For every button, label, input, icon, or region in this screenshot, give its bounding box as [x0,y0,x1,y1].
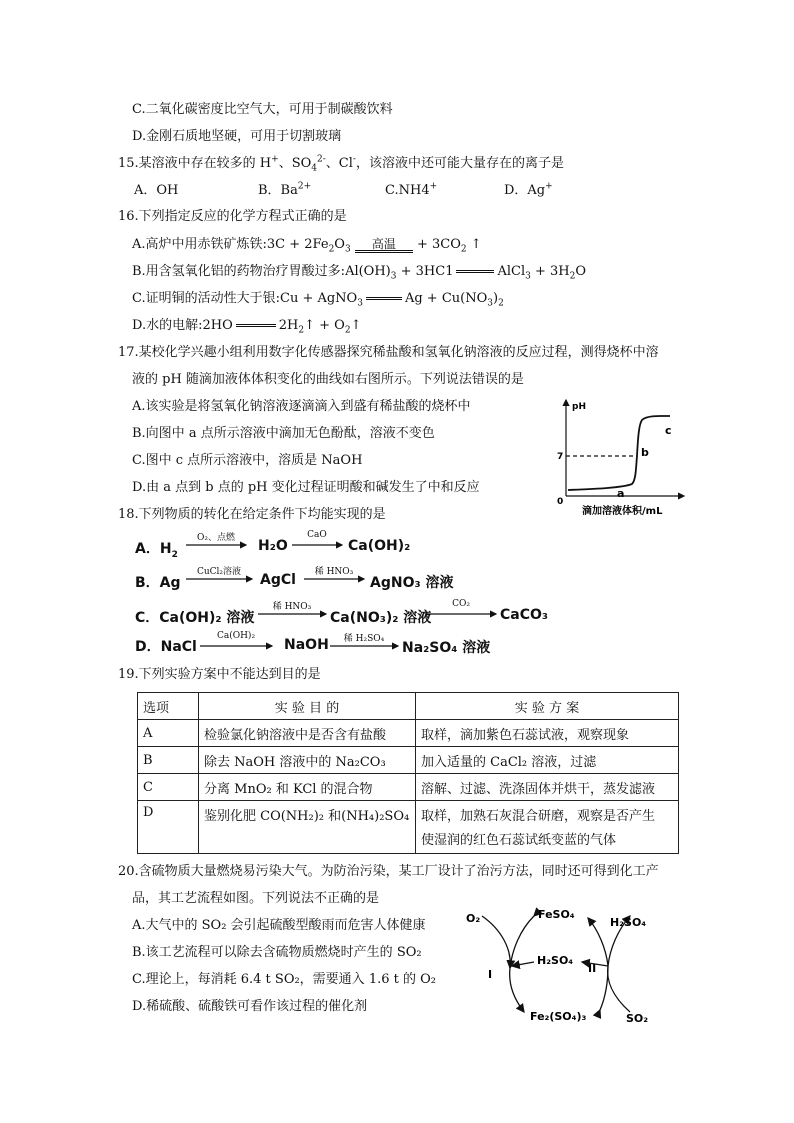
sulfur-process-diagram [460,900,670,1025]
point-a-label: a [617,487,625,500]
q15-stem: 15.某溶液中存在较多的 H+、$SO_4^{2-}$、Cl-，该溶液中还可能大量存在的离子是 [118,154,564,174]
x-axis-label: 滴加溶液体积/mL [582,506,663,517]
q16-stem: 16.下列指定反应的化学方程式正确的是 [118,209,347,224]
row-option: A [138,720,199,747]
row-goal: 分离 MnO₂ 和 KCl 的混合物 [199,774,416,801]
q19-stem: 19.下列实验方案中不能达到目的是 [118,667,321,682]
q16-option-b: B.用含氢氧化铝的药物治疗胃酸过多$:Al(OH)_3 + 3HC1$ AlCl$_3$ + $3H_2O$ [132,264,587,282]
row-goal: 除去 NaOH 溶液中的 Na₂CO₃ [199,747,416,774]
q17-option-c: C.图中 c 点所示溶液中，溶质是 NaOH [132,453,363,468]
q16-option-d: D.水的电解:2HO $2H_2↑$ + $O_2↑$ [132,318,362,336]
q15-option-a: A．OH [134,183,179,198]
q20-option-b: B.该工艺流程可以除去含硫物质燃烧时产生的 SO₂ [132,945,422,960]
row-goal: 鉴别化肥 CO(NH₂)₂ 和(NH₄)₂SO₄ [199,801,416,854]
q20-option-d: D.稀硫酸、硫酸铁可看作该过程的催化剂 [132,999,368,1014]
row-goal: 检验氯化钠溶液中是否含有盐酸 [199,720,416,747]
table-row [138,720,679,747]
header-plan: 实 验 方 案 [416,693,679,720]
ph-curve-graph [552,392,692,518]
h2so4-mid-label: H₂SO₄ [537,954,574,967]
point-b-label: b [641,446,649,459]
header-option: 选项 [138,693,199,720]
row-option: D [138,801,199,854]
row-option: B [138,747,199,774]
q16-option-a: A.高炉中用赤铁矿炼铁:3C + $2Fe_2O_3$ 高温 + $3CO_2$ ↑ [132,237,482,255]
q14-option-c: C.二氧化碳密度比空气大，可用于制碳酸饮料 [132,102,393,117]
q20-option-a: A.大气中的 SO₂ 会引起硫酸型酸雨而危害人体健康 [132,918,426,933]
q15-option-d: D．Ag+ [504,181,553,198]
row-plan: 加入适量的 CaCl₂ 溶液，过滤 [416,747,679,774]
q20-stem-line1: 20.含硫物质大量燃烧易污染大气。为防治污染，某工厂设计了治污方法，同时还可得到化工产 [118,864,659,879]
row-option: C [138,774,199,801]
step-1-label: I [488,968,493,981]
feso4-label: FeSO₄ [538,908,575,921]
row-plan: 取样，滴加紫色石蕊试液，观察现象 [416,720,679,747]
condition-high-temp: 高温 [355,238,413,253]
q16-option-c: C.证明铜的活动性大于银:Cu + AgNO$_3$ $Ag + Cu(NO_3)_2$ [132,291,504,309]
q18-stem: 18.下列物质的转化在给定条件下均能实现的是 [118,507,386,522]
o2-label: O₂ [466,912,481,925]
point-c-label: c [665,424,672,437]
row-plan: 取样，加熟石灰混合研磨，观察是否产生 使湿润的红色石蕊试纸变蓝的气体 [416,801,679,854]
q19-table [137,692,679,854]
h2so4-top-label: H₂SO₄ [610,916,647,929]
step-2-label: II [588,962,597,975]
header-goal: 实 验 目 的 [199,693,416,720]
q17-option-d: D.由 a 点到 b 点的 pH 变化过程证明酸和碱发生了中和反应 [132,480,480,495]
q20-option-c: C.理论上，每消耗 6.4 t SO₂，需要通入 1.6 t 的 O₂ [132,972,436,987]
q17-stem-line2: 液的 pH 随滴加液体体积变化的曲线如右图所示。下列说法错误的是 [132,372,524,387]
table-row [138,801,679,854]
ph-curve [568,416,670,490]
table-header-row [138,693,679,720]
q15-option-c: C.NH4+ [385,181,438,198]
q17-option-b: B.向图中 a 点所示溶液中滴加无色酚酞，溶液不变色 [132,426,435,441]
fe2so43-label: Fe₂(SO₄)₃ [530,1010,587,1023]
q14-option-d: D.金刚石质地坚硬，可用于切割玻璃 [132,129,342,144]
so2-label: SO₂ [626,1012,649,1025]
q15-option-b: B．$Ba^{2+}$ [258,181,312,198]
tick-7: 7 [557,452,564,462]
row-plan: 溶解、过滤、洗涤固体并烘干，蒸发滤液 [416,774,679,801]
origin-label: 0 [557,497,564,507]
q17-stem-line1: 17.某校化学兴趣小组利用数字化传感器探究稀盐酸和氢氧化钠溶液的反应过程，测得烧杯中溶 [118,345,659,360]
table-row [138,774,679,801]
q17-option-a: A.该实验是将氢氧化钠溶液逐滴滴入到盛有稀盐酸的烧杯中 [132,399,471,414]
q20-stem-line2: 品，其工艺流程如图。下列说法不正确的是 [132,891,380,906]
y-axis-label: pH [572,402,586,412]
table-row [138,747,679,774]
